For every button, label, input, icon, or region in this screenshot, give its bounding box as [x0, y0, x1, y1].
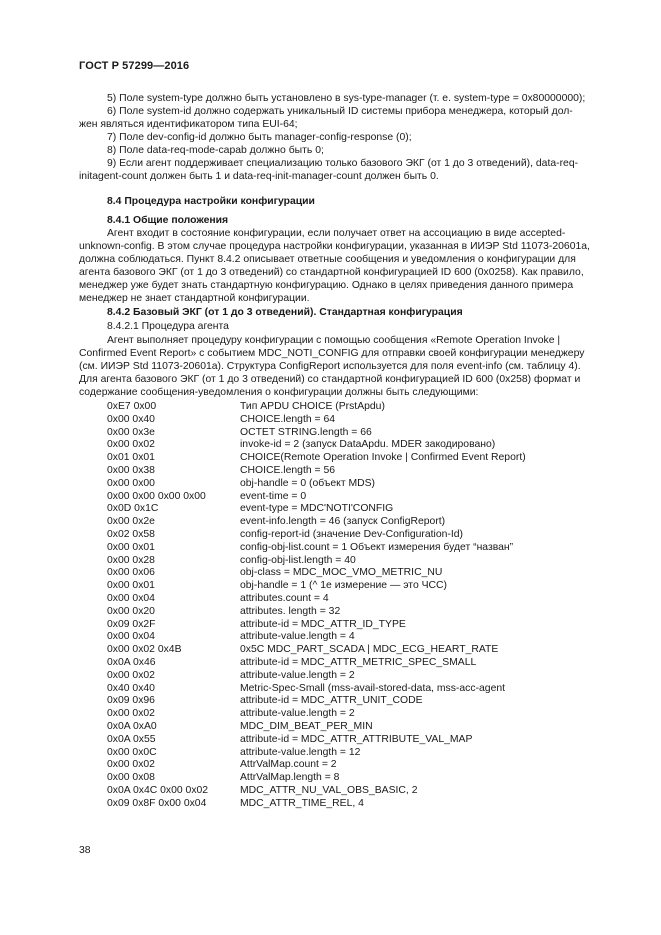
code-hex-value: 0x00 0x08: [107, 772, 155, 784]
list-item-9: 9) Если агент поддерживает специализацию только базового ЭКГ (от 1 до 3 отведений), data-req-: [107, 158, 579, 169]
code-description: AttrValMap.length = 8: [240, 772, 340, 784]
code-hex-value: 0x00 0x01: [107, 580, 155, 592]
code-description: attributes.count = 4: [240, 593, 329, 604]
code-description: config-obj-list.count = 1 Объект измерения будет “назван”: [240, 541, 514, 553]
section-8-4-2-heading: 8.4.2 Базовый ЭКГ (от 1 до 3 отведений). Стандартная конфигурация: [107, 307, 463, 318]
paragraph-line: (см. ИИЭР Std 11073-20601a). Структура ConfigReport используется для поля event-info (см. таблицу 4).: [79, 361, 581, 372]
code-description: obj-class = MDC_MOC_VMO_METRIC_NU: [240, 567, 443, 579]
code-description: MDC_ATTR_TIME_REL, 4: [240, 797, 364, 809]
code-description: attribute-value.length = 4: [240, 631, 355, 643]
code-description: CHOICE.length = 56: [240, 465, 336, 476]
code-description: CHOICE.length = 64: [240, 413, 336, 425]
code-description: obj-handle = 0 (объект MDS): [240, 477, 376, 489]
code-hex-value: 0x00 0x02: [107, 439, 155, 451]
code-description: attributes. length = 32: [240, 605, 341, 617]
paragraph-line: менеджер уже будет знать стандартную конфигурацию. Однако в целях приведения данного примера: [79, 280, 574, 291]
code-description: event-info.length = 46 (запуск ConfigReport): [240, 516, 446, 528]
code-description: config-report-id (значение Dev-Configuration-Id): [240, 529, 464, 540]
code-hex-value: 0x00 0x20: [107, 605, 155, 617]
paragraph-line: менеджер не знает стандартной конфигурации.: [79, 293, 310, 304]
paragraph-line: Confirmed Event Report» с событием MDC_NOTI_CONFIG для отправки своей конфигурации менеджеру: [79, 348, 585, 359]
code-description: event-time = 0: [240, 490, 307, 502]
code-description: attribute-value.length = 2: [240, 708, 355, 720]
code-description: attribute-id = MDC_ATTR_ATTRIBUTE_VAL_MAP: [240, 733, 473, 745]
paragraph-line: Агент входит в состояние конфигурации, если получает ответ на ассоциацию в виде accepted-: [107, 228, 566, 239]
list-item-6-continuation: жен являться идентификатором типа EUI-64;: [79, 119, 298, 130]
code-hex-value: 0xE7 0x00: [107, 401, 157, 412]
code-description: attribute-value.length = 12: [240, 746, 361, 758]
code-description: attribute-id = MDC_ATTR_UNIT_CODE: [240, 695, 423, 707]
code-description: obj-handle = 1 (^ 1e измерение — это ЧСС): [240, 580, 448, 592]
code-hex-value: 0x09 0x96: [107, 695, 155, 707]
code-hex-value: 0x0D 0x1C: [107, 503, 159, 515]
paragraph-line: Агент выполняет процедуру конфигурации с помощью сообщения «Remote Operation Invoke |: [107, 335, 561, 346]
code-hex-value: 0x01 0x01: [107, 452, 155, 464]
paragraph-line: должна соблюдаться. Пункт 8.4.2 описывает ответные сообщения и уведомления о конфигурации для: [79, 254, 576, 265]
code-description: attribute-id = MDC_ATTR_METRIC_SPEC_SMALL: [240, 657, 477, 668]
list-item-9-continuation: initagent-count должен быть 1 и data-req-init-manager-count должен быть 0.: [79, 171, 439, 182]
section-8-4-2-1-heading: 8.4.2.1 Процедура агента: [107, 321, 229, 332]
paragraph-line: unknown-config. В этом случае процедура настройки конфигурации, указанная в ИИЭР Std 11073-20601a,: [79, 241, 590, 252]
code-hex-value: 0x09 0x2F: [107, 618, 156, 630]
code-hex-value: 0x00 0x00: [107, 477, 155, 489]
code-hex-value: 0x40 0x40: [107, 682, 155, 694]
code-hex-value: 0x00 0x04: [107, 631, 155, 643]
code-hex-value: 0x02 0x58: [107, 529, 155, 540]
code-hex-value: 0x00 0x00 0x00 0x00: [107, 490, 206, 502]
code-description: invoke-id = 2 (запуск DataApdu. MDER закодировано): [240, 439, 496, 451]
list-item-7: 7) Поле dev-config-id должно быть manager-config-response (0);: [107, 132, 412, 143]
section-8-4-heading: 8.4 Процедура настройки конфигурации: [107, 196, 315, 207]
code-description: MDC_DIM_BEAT_PER_MIN: [240, 721, 373, 732]
code-description: MDC_ATTR_NU_VAL_OBS_BASIC, 2: [240, 785, 418, 796]
list-item-5: 5) Поле system-type должно быть установлено в sys-type-manager (т. е. system-type = 0x80000000);: [107, 93, 586, 104]
code-hex-value: 0x0A 0x55: [107, 733, 156, 745]
code-hex-value: 0x0A 0x46: [107, 657, 156, 668]
code-hex-value: 0x00 0x02: [107, 759, 155, 771]
code-hex-value: 0x00 0x28: [107, 554, 155, 566]
list-item-6: 6) Поле system-id должно содержать уникальный ID системы прибора менеджера, который дол-: [107, 106, 573, 117]
code-hex-value: 0x00 0x06: [107, 567, 155, 579]
code-hex-value: 0x00 0x40: [107, 413, 155, 425]
code-description: event-type = MDC'NOTI'CONFIG: [240, 503, 394, 515]
code-description: attribute-id = MDC_ATTR_ID_TYPE: [240, 618, 406, 630]
code-hex-value: 0x00 0x38: [107, 465, 155, 476]
code-hex-value: 0x00 0x0C: [107, 746, 157, 758]
paragraph-line: содержание сообщения-уведомления о конфигурации должны быть следующими:: [79, 387, 479, 398]
code-description: AttrValMap.count = 2: [240, 759, 337, 771]
code-hex-value: 0x00 0x01: [107, 541, 155, 553]
document-header: ГОСТ Р 57299—2016: [79, 60, 190, 72]
code-hex-value: 0x0A 0xA0: [107, 721, 157, 732]
code-description: OCTET STRING.length = 66: [240, 426, 372, 438]
code-hex-value: 0x0A 0x4C 0x00 0x02: [107, 785, 209, 796]
list-item-8: 8) Поле data-req-mode-capab должно быть 0;: [107, 145, 324, 156]
code-description: config-obj-list.length = 40: [240, 554, 356, 566]
code-hex-value: 0x00 0x02: [107, 708, 155, 720]
section-8-4-1-heading: 8.4.1 Общие положения: [107, 215, 229, 226]
code-description: attribute-value.length = 2: [240, 669, 355, 681]
paragraph-line: агента базового ЭКГ (от 1 до 3 отведений) со стандартной конфигурацией ID 600 (0x0258). Как правило,: [79, 267, 584, 278]
code-description: 0x5C MDC_PART_SCADA | MDC_ECG_HEART_RATE: [240, 644, 499, 656]
code-hex-value: 0x00 0x2e: [107, 516, 155, 528]
code-description: Metric-Spec-Small (mss-avail-stored-data, mss-acc-agent: [240, 682, 506, 694]
code-hex-value: 0x00 0x04: [107, 593, 155, 604]
page-number: 38: [79, 845, 91, 856]
code-description: CHOICE(Remote Operation Invoke | Confirmed Event Report): [240, 452, 526, 464]
code-hex-value: 0x00 0x3e: [107, 426, 155, 438]
code-hex-value: 0x00 0x02 0x4B: [107, 644, 182, 656]
code-hex-value: 0x09 0x8F 0x00 0x04: [107, 797, 207, 809]
code-description: Тип APDU CHOICE (PrstApdu): [240, 401, 385, 412]
paragraph-line: Для агента базового ЭКГ (от 1 до 3 отведений) со стандартной конфигурацией ID 600 (0x258) формат и: [79, 374, 581, 385]
code-hex-value: 0x00 0x02: [107, 669, 155, 681]
